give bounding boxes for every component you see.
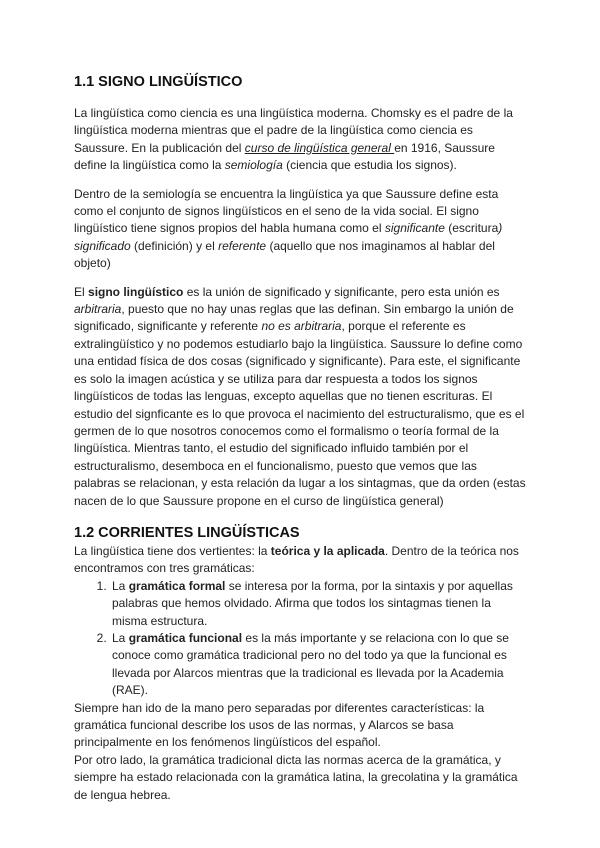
grammar-list	[74, 578, 526, 700]
book-title-link: curso de lingüística general	[244, 140, 395, 155]
paragraph-3: El signo lingüístico es la unión de significado y significante, pero esta unión es arbitraria, puesto que no hay unas reglas que las definan. Sin embargo la unión de significado, significante y referente no es arbitraria, porque el referente es extralingüístico y no podemos estudiarlo bajo la lingüística. Saussure lo define como una entidad física de dos cosas (significado y significante). Para este, el significante es solo la imagen acústica y se utiliza para dar respuesta a todos los signos lingüísticos de todas las lenguas, excepto aquellas que no tienen escrituras. El estudio del signficante es lo que provoca el nacimiento del estructuralismo, que es el germen de lo que nosotros conocemos como el formalismo o teoría formal de la lingüística. Mientras tanto, el estudio del significado influido también por el estructuralismo, desemboca en el funcionalismo, puesto que vemos que las palabras se relacionan, y esta relación da lugar a los sintagmas, que da orden (estas nacen de lo que Saussure propone en el curso de lingüística general)	[74, 284, 526, 508]
paragraph-2: Dentro de la semiología se encuentra la lingüística ya que Saussure define esta como el conjunto de signos lingüísticos en el seno de la vida social. El signo lingüístico tiene signos propios del habla humana como el significante (escritura) significado (definición) y el referente (aquello que nos imaginamos al hablar del objeto)	[74, 186, 503, 271]
list-item: 2. La gramática funcional es la más importante y se relaciona con lo que se conoce como gramática tradicional pero no del todo ya que la funcional es llevada por Alarcos mientras que la tradicional es llevada por la Academia (RAE).	[110, 630, 526, 700]
paragraph-intro: La lingüística tiene dos vertientes: la teórica y la aplicada. Dentro de la teórica nos encontramos con tres gramáticas:	[74, 543, 519, 576]
document-page	[74, 72, 526, 804]
paragraph-1: La lingüística como ciencia es una lingüística moderna. Chomsky es el padre de la lingüística moderna mientras que el padre de la lingüística como ciencia es Saussure. En la publicación del curso de lingüística general en 1916, Saussure define la lingüística como la semiología (ciencia que estudia los signos).	[74, 106, 513, 173]
section-2-heading: 1.2 CORRIENTES LINGÜÍSTICAS	[74, 524, 300, 541]
section-1-heading: 1.1 SIGNO LINGÜÍSTICO	[74, 74, 243, 90]
list-item: 1. La gramática formal se interesa por la forma, por la sintaxis y por aquellas palabras que hemos olvidado. Afirma que todos los sintagmas tienen la misma estructura.	[110, 578, 526, 630]
paragraph-last: Por otro lado, la gramática tradicional dicta las normas acerca de la gramática, y siempre ha estado relacionada con la gramática latina, la grecolatina y la gramática de lengua hebrea.	[74, 752, 518, 802]
paragraph-after-list: Siempre han ido de la mano pero separadas por diferentes características: la gramática funcional describe los usos de las normas, y Alarcos se basa principalmente en los fenómenos lingüísticos del español.	[74, 700, 485, 750]
